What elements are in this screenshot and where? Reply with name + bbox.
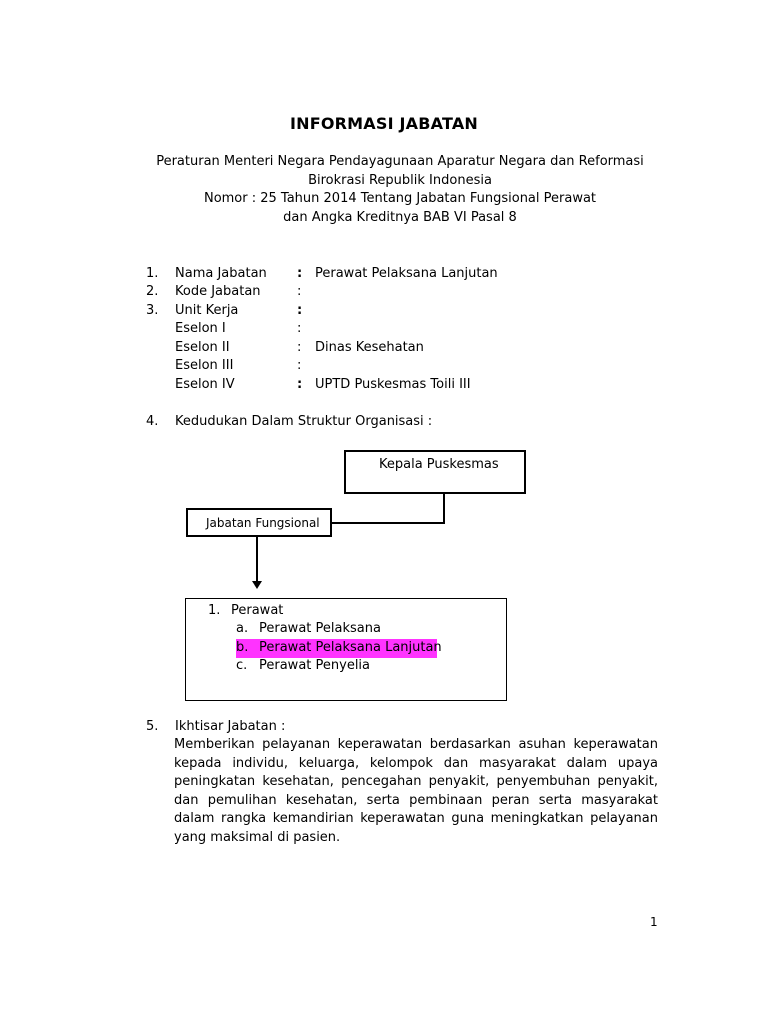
row-colon: : — [297, 284, 302, 299]
list-head-number: 1. — [208, 603, 221, 618]
org-box-kepala-puskesmas — [344, 450, 526, 494]
org-box-jabatan-fungsional — [186, 508, 332, 537]
row-colon: : — [297, 358, 302, 373]
list-item-letter: b. — [236, 640, 249, 655]
section-number: 5. — [146, 719, 159, 734]
row-label: Eselon I — [175, 321, 226, 336]
section-number: 4. — [146, 414, 159, 429]
row-colon: : — [297, 321, 302, 336]
subtitle-line: Nomor : 25 Tahun 2014 Tentang Jabatan Fungsional Perawat — [203, 191, 597, 206]
row-colon: : — [297, 377, 303, 392]
list-item: Perawat Penyelia — [259, 658, 371, 673]
org-box-label: Kepala Puskesmas — [379, 457, 499, 472]
list-item-letter: c. — [236, 658, 248, 673]
subtitle-line: Peraturan Menteri Negara Pendayagunaan Aparatur Negara dan Reformasi — [156, 154, 644, 169]
section-heading: Kedudukan Dalam Struktur Organisasi : — [175, 414, 433, 429]
row-number: 2. — [146, 284, 159, 299]
row-label: Eselon III — [175, 358, 234, 373]
row-value: UPTD Puskesmas Toili III — [315, 377, 471, 392]
subtitle-line: dan Angka Kreditnya BAB VI Pasal 8 — [283, 209, 517, 225]
subtitle-line: Birokrasi Republik Indonesia — [308, 172, 492, 188]
row-colon: : — [297, 340, 302, 355]
row-label: Eselon II — [175, 340, 230, 355]
section-heading: Ikhtisar Jabatan : — [175, 719, 286, 734]
row-number: 3. — [146, 303, 159, 318]
row-label: Nama Jabatan — [175, 266, 267, 281]
org-box-label: Jabatan Fungsional — [206, 516, 320, 530]
list-item: Perawat Pelaksana Lanjutan — [259, 640, 442, 655]
row-label: Unit Kerja — [175, 303, 239, 318]
row-colon: : — [297, 266, 303, 281]
arrow-head-icon — [252, 581, 262, 589]
job-summary-paragraph: Memberikan pelayanan keperawatan berdasarkan asuhan keperawatan kepada individu, keluarga, kelompok dan masyarakat dalam upaya peningkatan kesehatan, pencegahan penyakit, penyembuhan penyakit, dan pemulihan kesehatan, serta pembinaan peran serta masyarakat dalam rangka kemandirian keperawatan guna meningkatkan pelayanan yang maksimal di pasien. — [174, 737, 658, 845]
document-title: INFORMASI JABATAN — [289, 114, 479, 133]
row-label: Kode Jabatan — [175, 284, 261, 299]
org-position-list — [185, 598, 507, 701]
list-item: Perawat Pelaksana — [259, 621, 381, 636]
list-head: Perawat — [231, 603, 284, 618]
row-value: Perawat Pelaksana Lanjutan — [315, 266, 498, 281]
list-item-letter: a. — [236, 621, 249, 636]
row-label: Eselon IV — [175, 377, 235, 392]
list-item-highlight — [236, 639, 442, 658]
row-colon: : — [297, 303, 303, 318]
row-value: Dinas Kesehatan — [315, 340, 424, 355]
page-number: 1 — [650, 915, 658, 929]
row-number: 1. — [146, 266, 159, 281]
